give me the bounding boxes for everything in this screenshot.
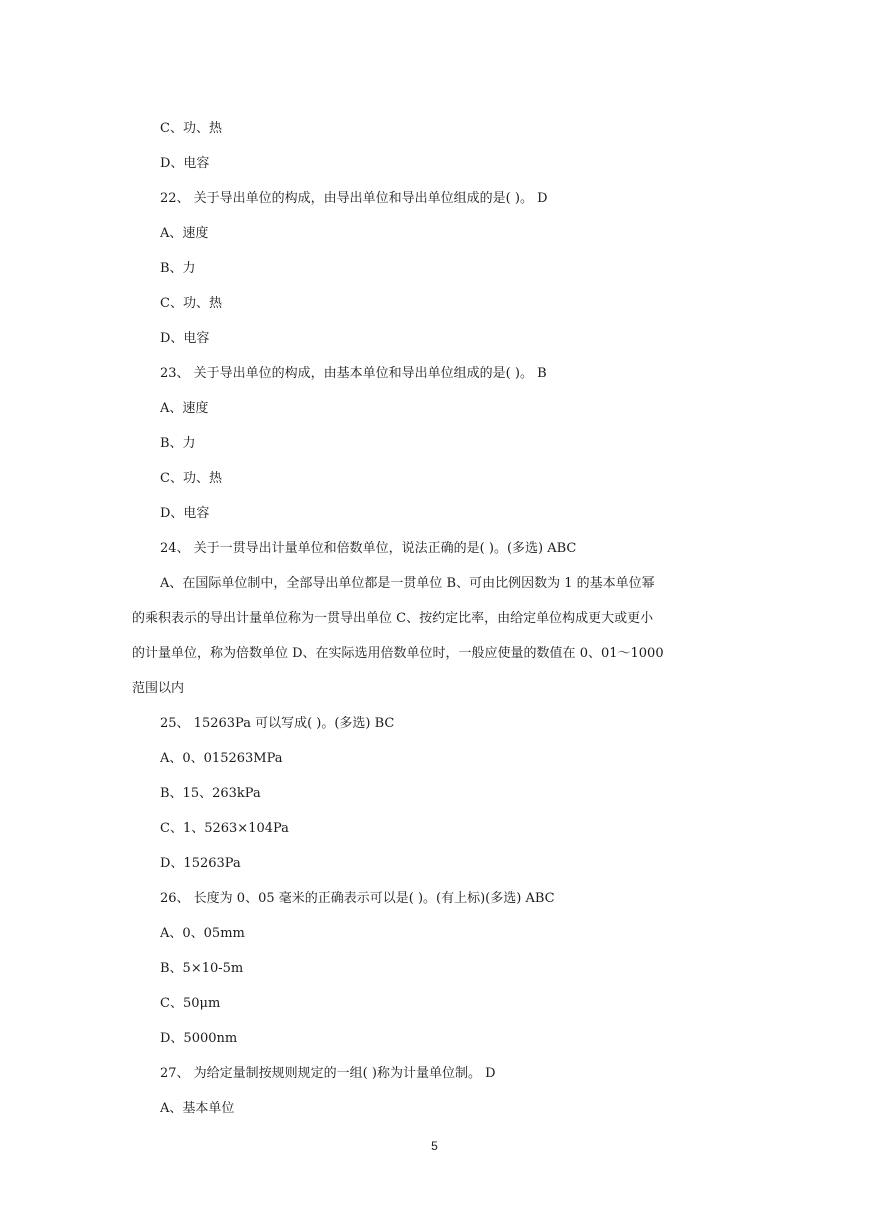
- paragraph-line: A、在国际单位制中，全部导出单位都是一贯单位 B、可由比例因数为 1 的基本单位幂: [160, 576, 655, 591]
- option-line: D、电容: [160, 506, 210, 521]
- option-line: A、基本单位: [160, 1101, 235, 1116]
- paragraph-line: 范围以内: [132, 681, 185, 696]
- option-line: B、5×10-5m: [160, 961, 244, 976]
- question-line: 24、 关于一贯导出计量单位和倍数单位，说法正确的是( )。(多选) ABC: [160, 541, 577, 556]
- option-line: A、速度: [160, 226, 209, 241]
- question-line: 25、 15263Pa 可以写成( )。(多选) BC: [160, 716, 395, 731]
- option-line: B、力: [160, 436, 196, 451]
- page-number: 5: [431, 1139, 438, 1153]
- question-line: 27、 为给定量制按规则规定的一组( )称为计量单位制。 D: [160, 1066, 496, 1081]
- option-line: D、电容: [160, 331, 210, 346]
- option-line: D、5000nm: [160, 1031, 238, 1046]
- option-line: B、15、263kPa: [160, 786, 261, 801]
- option-line: A、0、015263MPa: [160, 751, 283, 766]
- option-line: C、功、热: [160, 121, 222, 136]
- option-line: C、功、热: [160, 296, 222, 311]
- option-line: B、力: [160, 261, 196, 276]
- question-line: 26、 长度为 0、05 毫米的正确表示可以是( )。(有上标)(多选) ABC: [160, 891, 555, 906]
- question-line: 23、 关于导出单位的构成，由基本单位和导出单位组成的是( )。 B: [160, 366, 547, 381]
- option-line: C、功、热: [160, 471, 222, 486]
- paragraph-line: 的乘积表示的导出计量单位称为一贯导出单位 C、按约定比率，由给定单位构成更大或更小: [132, 611, 654, 626]
- option-line: A、速度: [160, 401, 209, 416]
- option-line: C、50μm: [160, 996, 221, 1011]
- paragraph-line: 的计量单位，称为倍数单位 D、在实际选用倍数单位时，一般应使量的数值在 0、01～1000: [132, 646, 664, 661]
- question-line: 22、 关于导出单位的构成，由导出单位和导出单位组成的是( )。 D: [160, 191, 548, 206]
- option-line: D、电容: [160, 156, 210, 171]
- option-line: A、0、05mm: [160, 926, 245, 941]
- option-line: C、1、5263×104Pa: [160, 821, 289, 836]
- option-line: D、15263Pa: [160, 856, 241, 871]
